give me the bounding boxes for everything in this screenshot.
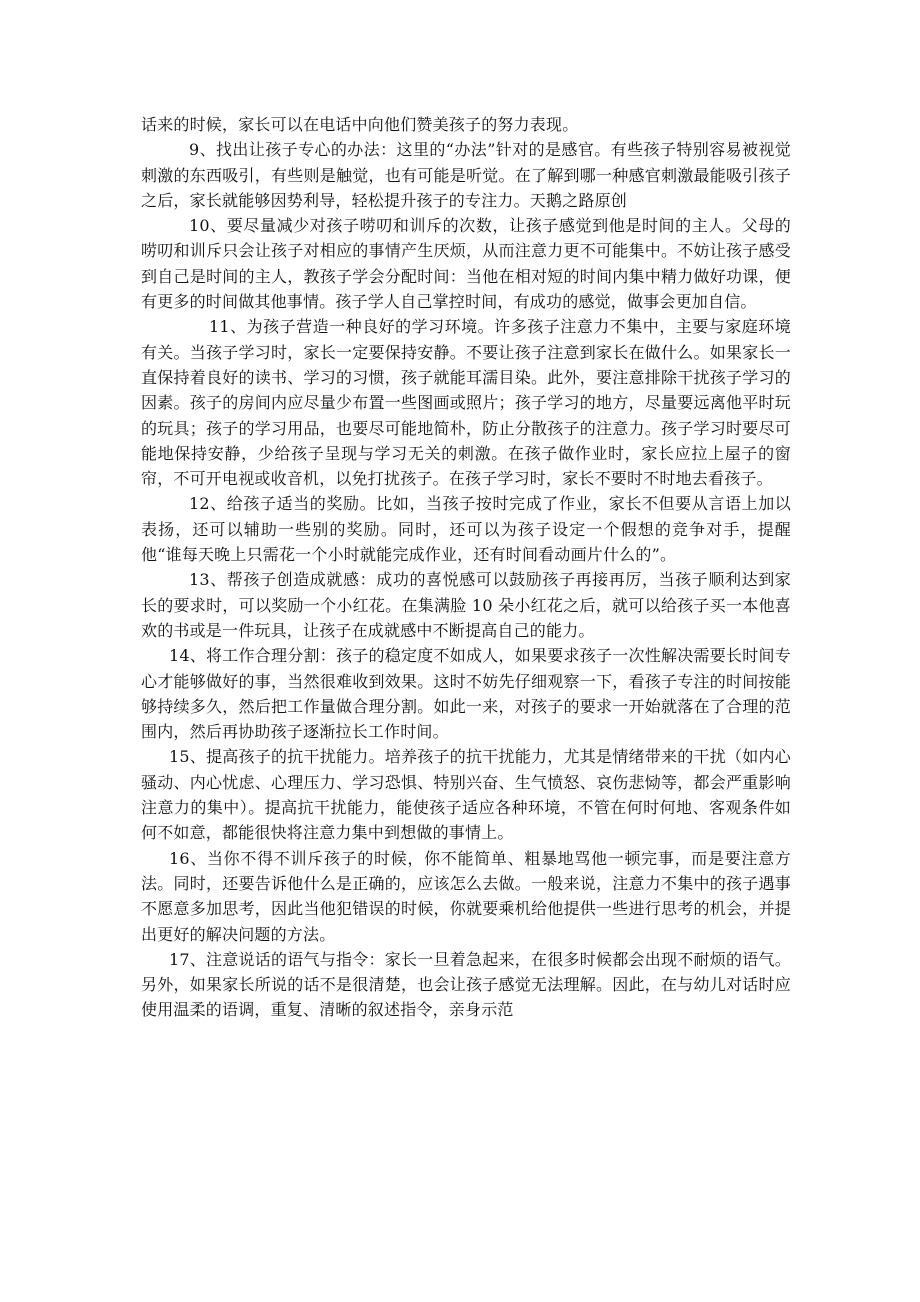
- paragraph-item-17: 17、注意说话的语气与指令：家长一旦着急起来，在很多时候都会出现不耐烦的语气。另外，如果家长所说的话不是很清楚，也会让孩子感觉无法理解。因此，在与幼儿对话时应使用温柔的语调，重复、清晰的叙述指令，亲身示范: [141, 949, 791, 1020]
- paragraph-item-16: 16、当你不得不训斥孩子的时候，你不能简单、粗暴地骂他一顿完事，而是要注意方法。同时，还要告诉他什么是正确的，应该怎么去做。一般来说，注意力不集中的孩子遇事不愿意多加思考，因此当他犯错误的时候，你就要乘机给他提供一些进行思考的机会，并提出更好的解决问题的方法。: [141, 848, 791, 944]
- paragraph-item-14: 14、将工作合理分割：孩子的稳定度不如成人，如果要求孩子一次性解决需要长时间专心才能够做好的事，当然很难收到效果。这时不妨先仔细观察一下，看孩子专注的时间按能够持续多久，然后把工作量做合理分割。如此一来，对孩子的要求一开始就落在了合理的范围内，然后再协助孩子逐渐拉长工作时间。: [141, 646, 791, 742]
- paragraph-item-11: 11、为孩子营造一种良好的学习环境。许多孩子注意力不集中，主要与家庭环境有关。当孩子学习时，家长一定要保持安静。不要让孩子注意到家长在做什么。如果家长一直保持着良好的读书、学习的习惯，孩子就能耳濡目染。此外，要注意排除干扰孩子学习的因素。孩子的房间内应尽量少布置一些图画或照片；孩子学习的地方，尽量要远离他平时玩的玩具；孩子的学习用品，也要尽可能地简朴，防止分散孩子的注意力。孩子学习时要尽可能地保持安静，少给孩子呈现与学习无关的刺激。在孩子做作业时，家长应拉上屋子的窗帘，不可开电视或收音机，以免打扰孩子。在孩子学习时，家长不要时不时地去看孩子。: [141, 317, 791, 489]
- paragraph-continuation: 话来的时候，家长可以在电话中向他们赞美孩子的努力表现。: [141, 115, 579, 134]
- document-body: [141, 112, 791, 1023]
- paragraph-item-13: 13、帮孩子创造成就感：成功的喜悦感可以鼓励孩子再接再厉，当孩子顺利达到家长的要求时，可以奖励一个小红花。在集满脸 10 朵小红花之后，就可以给孩子买一本他喜欢的书或是一件玩具，让孩子在成就感中不断提高自己的能力。: [141, 570, 791, 640]
- paragraph-item-12: 12、给孩子适当的奖励。比如，当孩子按时完成了作业，家长不但要从言语上加以表扬，还可以辅助一些别的奖励。同时，还可以为孩子设定一个假想的竞争对手，提醒他“谁每天晚上只需花一个小时就能完成作业，还有时间看动画片什么的”。: [141, 494, 791, 565]
- paragraph-item-15: 15、提高孩子的抗干扰能力。培养孩子的抗干扰能力，尤其是情绪带来的干扰（如内心骚动、内心忧虑、心理压力、学习恐惧、特别兴奋、生气愤怒、哀伤悲恸等，都会严重影响注意力的集中）。提高抗干扰能力，能使孩子适应各种环境，不管在何时何地、客观条件如何不如意，都能很快将注意力集中到想做的事情上。: [141, 747, 791, 843]
- paragraph-item-9: 9、找出让孩子专心的办法：这里的“办法”针对的是感官。有些孩子特别容易被视觉刺激的东西吸引，有些则是触觉，也有可能是听觉。在了解到哪一种感官刺激最能吸引孩子之后，家长就能够因势利导，轻松提升孩子的专注力。天鹅之路原创: [141, 140, 791, 210]
- paragraph-item-10: 10、要尽量减少对孩子唠叨和训斥的次数，让孩子感觉到他是时间的主人。父母的唠叨和训斥只会让孩子对相应的事情产生厌烦，从而注意力更不可能集中。不妨让孩子感受到自己是时间的主人，教孩子学会分配时间：当他在相对短的时间内集中精力做好功课，便有更多的时间做其他事情。孩子学人自己掌控时间，有成功的感觉，做事会更加自信。: [141, 216, 791, 312]
